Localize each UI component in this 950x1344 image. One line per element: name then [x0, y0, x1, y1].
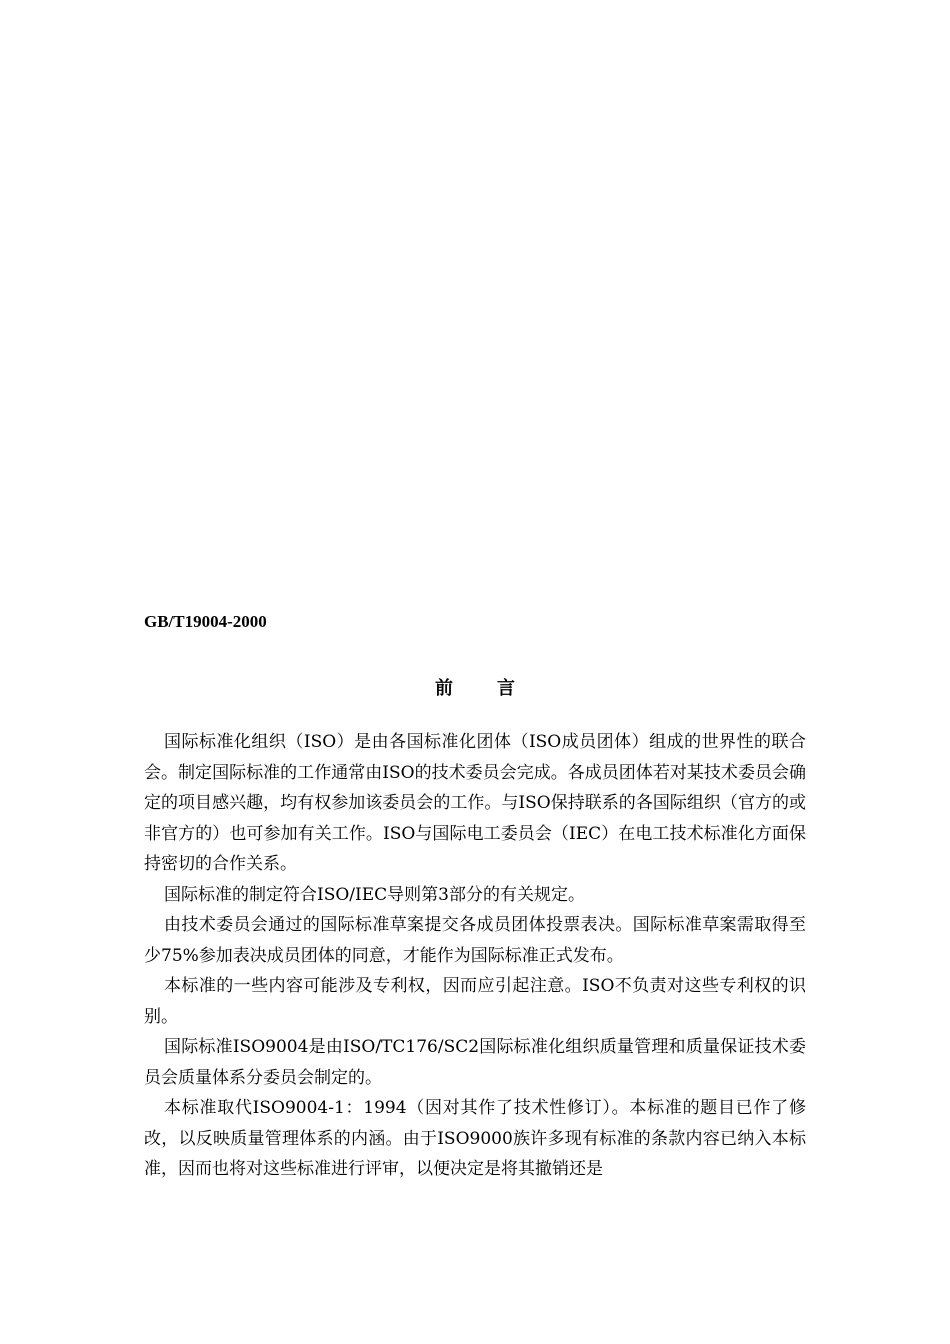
paragraph: 国际标准的制定符合ISO/IEC导则第3部分的有关规定。 [164, 884, 585, 905]
paragraph: 本标准的一些内容可能涉及专利权，因而应引起注意。ISO不负责对这些专利权的识别。 [144, 976, 806, 1027]
paragraph: 国际标准化组织（ISO）是由各国标准化团体（ISO成员团体）组成的世界性的联合会。制定国际标准的工作通常由ISO的技术委员会完成。各成员团体若对某技术委员会确定的项目感兴趣，均有权参加该委员会的工作。与ISO保持联系的各国际组织（官方的或非官方的）也可参加有关工作。ISO与国际电工委员会（IEC）在电工技术标准化方面保持密切的合作关系。 [144, 732, 806, 874]
section-title: 前言 [435, 678, 559, 699]
document-code: GB/T19004-2000 [144, 612, 267, 631]
paragraph: 本标准取代ISO9004-1：1994（因对其作了技术性修订）。本标准的题目已作了修改，以反映质量管理体系的内涵。由于ISO9000族许多现有标准的条款内容已纳入本标准，因而也将对这些标准进行评审，以便决定是将其撤销还是 [144, 1098, 806, 1179]
paragraph: 国际标准ISO9004是由ISO/TC176/SC2国际标准化组织质量管理和质量保证技术委员会质量体系分委员会制定的。 [144, 1037, 806, 1088]
foreword-body [144, 727, 806, 1185]
paragraph: 由技术委员会通过的国际标准草案提交各成员团体投票表决。国际标准草案需取得至少75%参加表决成员团体的同意，才能作为国际标准正式发布。 [144, 915, 806, 966]
